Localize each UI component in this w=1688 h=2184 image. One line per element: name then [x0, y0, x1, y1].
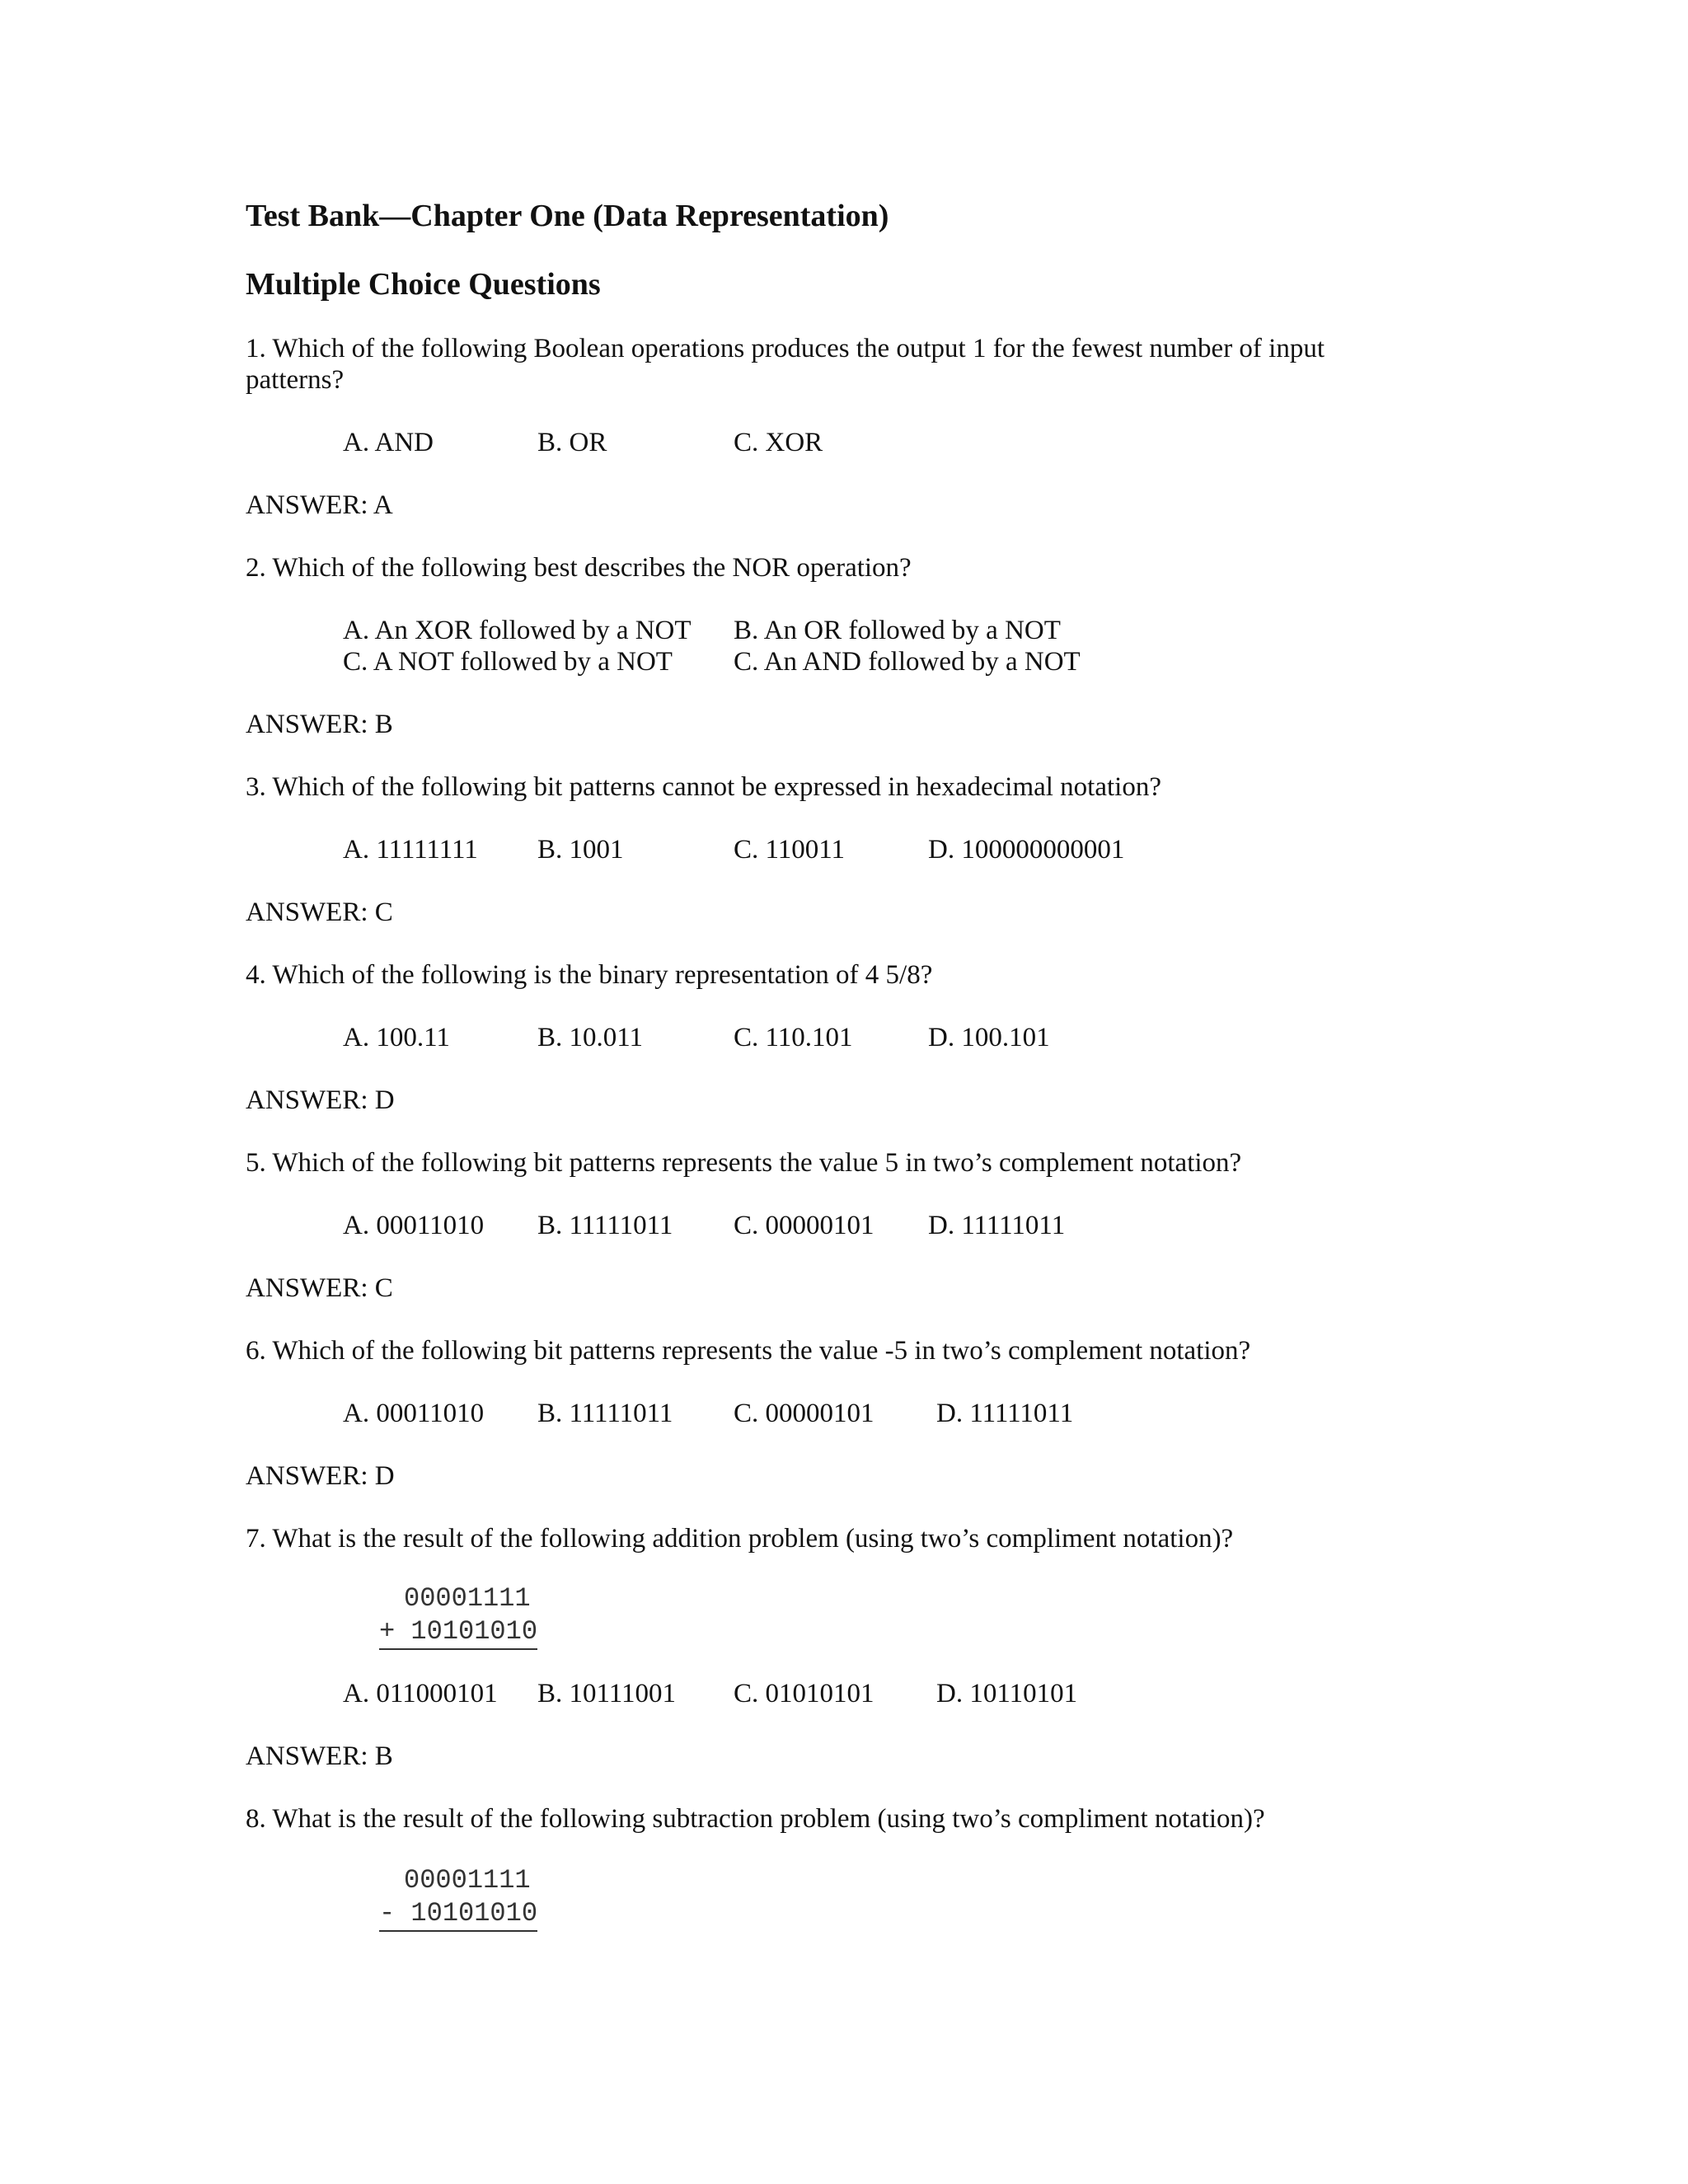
question-7-operand-1: 00001111: [404, 1583, 531, 1614]
question-3-option-b: B. 1001: [537, 835, 624, 865]
question-3-option-d: D. 100000000001: [928, 835, 1125, 865]
page-title: Test Bank—Chapter One (Data Representation): [246, 199, 889, 233]
section-heading: Multiple Choice Questions: [246, 267, 601, 302]
question-4-text: 4. Which of the following is the binary representation of 4 5/8?: [246, 960, 933, 990]
question-3-option-a: A. 11111111: [343, 835, 478, 865]
question-7-option-b: B. 10111001: [537, 1679, 677, 1708]
question-6-answer: ANSWER: D: [246, 1461, 395, 1491]
question-4-option-d: D. 100.101: [928, 1023, 1050, 1052]
question-5-option-c: C. 00000101: [734, 1211, 874, 1240]
question-2-option-a: A. An XOR followed by a NOT: [343, 616, 692, 645]
question-3-answer: ANSWER: C: [246, 898, 393, 927]
question-4-option-a: A. 100.11: [343, 1023, 450, 1052]
question-1-option-c: C. XOR: [734, 428, 823, 457]
question-7-option-d: D. 10110101: [936, 1679, 1078, 1708]
question-5-option-d: D. 11111011: [928, 1211, 1066, 1240]
question-5-option-b: B. 11111011: [537, 1211, 673, 1240]
question-4-option-c: C. 110.101: [734, 1023, 853, 1052]
question-2-answer: ANSWER: B: [246, 710, 393, 739]
question-1-option-a: A. AND: [343, 428, 434, 457]
question-2-text: 2. Which of the following best describes the NOR operation?: [246, 553, 912, 583]
question-6-option-a: A. 00011010: [343, 1399, 485, 1428]
question-5-option-a: A. 00011010: [343, 1211, 485, 1240]
question-1-answer: ANSWER: A: [246, 490, 393, 520]
question-7-option-c: C. 01010101: [734, 1679, 874, 1708]
question-7-text: 7. What is the result of the following addition problem (using two’s compliment notation)?: [246, 1524, 1234, 1554]
question-6-option-d: D. 11111011: [936, 1399, 1074, 1428]
question-5-answer: ANSWER: C: [246, 1273, 393, 1303]
question-8-operand-2: - 10101010: [379, 1897, 537, 1932]
question-8-operand-1: 00001111: [404, 1865, 531, 1896]
question-1-option-b: B. OR: [537, 428, 607, 457]
question-7-option-a: A. 011000101: [343, 1679, 498, 1708]
question-2-option-b: B. An OR followed by a NOT: [734, 616, 1061, 645]
question-4-option-b: B. 10.011: [537, 1023, 644, 1052]
question-5-text: 5. Which of the following bit patterns represents the value 5 in two’s complement notation?: [246, 1148, 1242, 1178]
question-7-answer: ANSWER: B: [246, 1741, 393, 1771]
question-3-option-c: C. 110011: [734, 835, 846, 865]
question-7-operand-2: + 10101010: [379, 1615, 537, 1650]
question-6-text: 6. Which of the following bit patterns represents the value -5 in two’s complement notation?: [246, 1336, 1251, 1366]
question-3-text: 3. Which of the following bit patterns cannot be expressed in hexadecimal notation?: [246, 772, 1161, 802]
question-6-option-c: C. 00000101: [734, 1399, 874, 1428]
question-2-option-d: C. An AND followed by a NOT: [734, 647, 1081, 677]
question-1-text: 1. Which of the following Boolean operations produces the output 1 for the fewest number of input patterns?: [246, 334, 1325, 395]
question-8-text: 8. What is the result of the following subtraction problem (using two’s compliment notation)?: [246, 1804, 1265, 1834]
question-6-option-b: B. 11111011: [537, 1399, 673, 1428]
question-4-answer: ANSWER: D: [246, 1085, 395, 1115]
question-2-option-c: C. A NOT followed by a NOT: [343, 647, 673, 677]
